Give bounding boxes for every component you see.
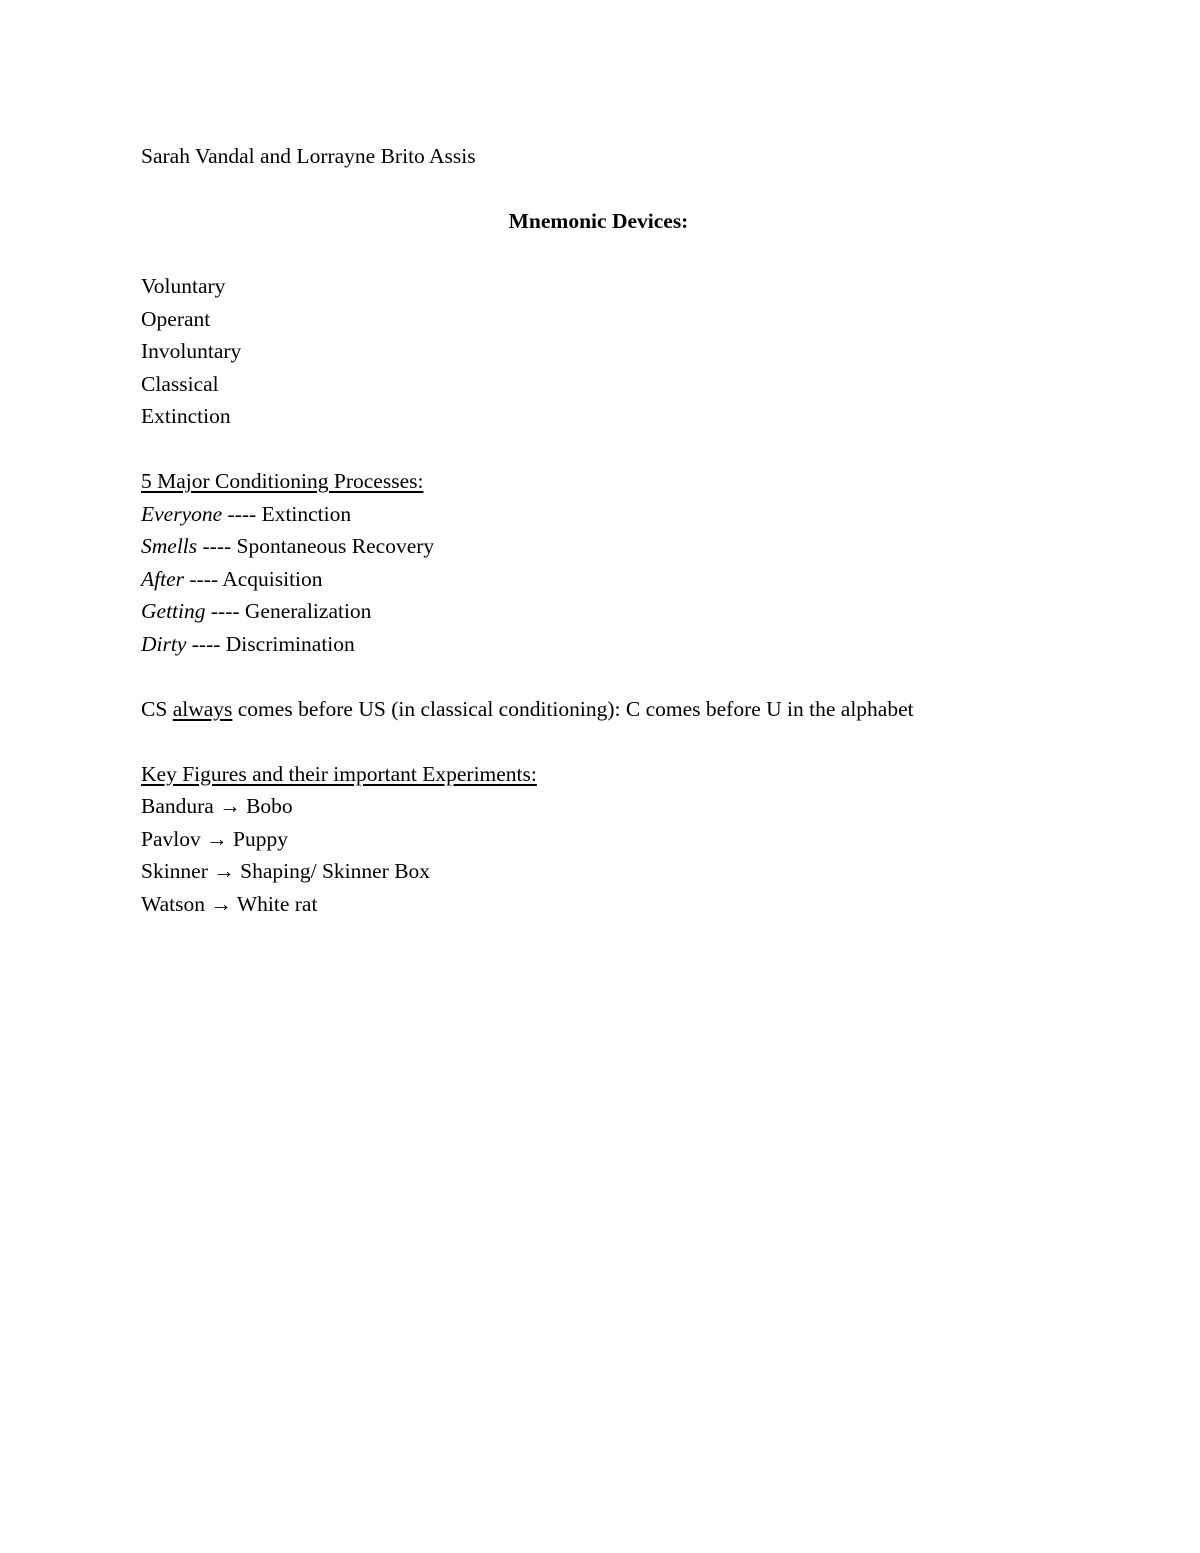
figures-heading: Key Figures and their important Experiments: — [141, 761, 537, 786]
process-term: Acquisition — [222, 566, 323, 591]
arrow-icon: → — [213, 794, 247, 818]
processes-heading-line — [141, 465, 1061, 498]
figure-name: Bandura — [141, 794, 214, 818]
process-item — [141, 498, 1061, 531]
processes-heading: 5 Major Conditioning Processes: — [141, 469, 424, 493]
process-cue: Smells — [141, 534, 198, 558]
process-term: Extinction — [261, 501, 352, 526]
process-item — [141, 628, 1061, 661]
cs-us-suffix: comes before US (in classical conditioning): C comes before U in the alphabet — [232, 696, 914, 721]
process-cue: Getting — [141, 599, 206, 623]
acronym-word: Voluntary — [141, 274, 226, 298]
figure-experiment: White rat — [236, 891, 318, 916]
process-cue: Everyone — [141, 501, 223, 526]
process-separator: ---- — [205, 599, 245, 623]
process-term: Generalization — [244, 599, 372, 623]
cs-us-emphasis: always — [172, 696, 233, 721]
arrow-icon: → — [207, 859, 241, 883]
figure-item — [141, 823, 1061, 856]
process-separator: ---- — [186, 631, 226, 656]
figure-name: Watson — [141, 891, 205, 916]
acronym-word: Involuntary — [141, 339, 242, 363]
process-item — [141, 530, 1061, 563]
authors-line: Sarah Vandal and Lorrayne Brito Assis — [141, 144, 476, 168]
process-separator: ---- — [222, 501, 262, 526]
spacer — [141, 238, 1061, 271]
document-title: Mnemonic Devices: — [508, 209, 689, 233]
figure-name: Skinner — [141, 859, 208, 883]
cs-us-line — [141, 693, 1061, 726]
process-separator: ---- — [197, 534, 237, 558]
figure-experiment: Puppy — [232, 826, 288, 851]
process-separator: ---- — [184, 566, 223, 591]
process-item — [141, 563, 1061, 596]
acronym-word: Classical — [141, 371, 219, 396]
spacer — [141, 660, 1061, 693]
cs-us-prefix: CS — [141, 696, 173, 721]
figure-item — [141, 888, 1061, 921]
acronym-word: Extinction — [141, 404, 231, 428]
arrow-icon: → — [200, 826, 233, 851]
spacer — [141, 433, 1061, 466]
figure-name: Pavlov — [141, 826, 201, 851]
process-cue: After — [141, 566, 184, 591]
figure-item — [141, 790, 1061, 823]
spacer — [141, 725, 1061, 758]
document-body — [141, 140, 1061, 920]
figure-experiment: Bobo — [246, 794, 293, 818]
acronym-word: Operant — [141, 306, 211, 331]
arrow-icon: → — [204, 891, 237, 916]
process-term: Discrimination — [225, 631, 355, 656]
process-item — [141, 595, 1061, 628]
figure-item — [141, 855, 1061, 888]
figures-heading-line — [141, 758, 1061, 791]
process-cue: Dirty — [141, 631, 187, 656]
process-term: Spontaneous Recovery — [236, 534, 435, 558]
spacer — [141, 173, 1061, 206]
figure-experiment: Shaping/ Skinner Box — [240, 859, 431, 883]
